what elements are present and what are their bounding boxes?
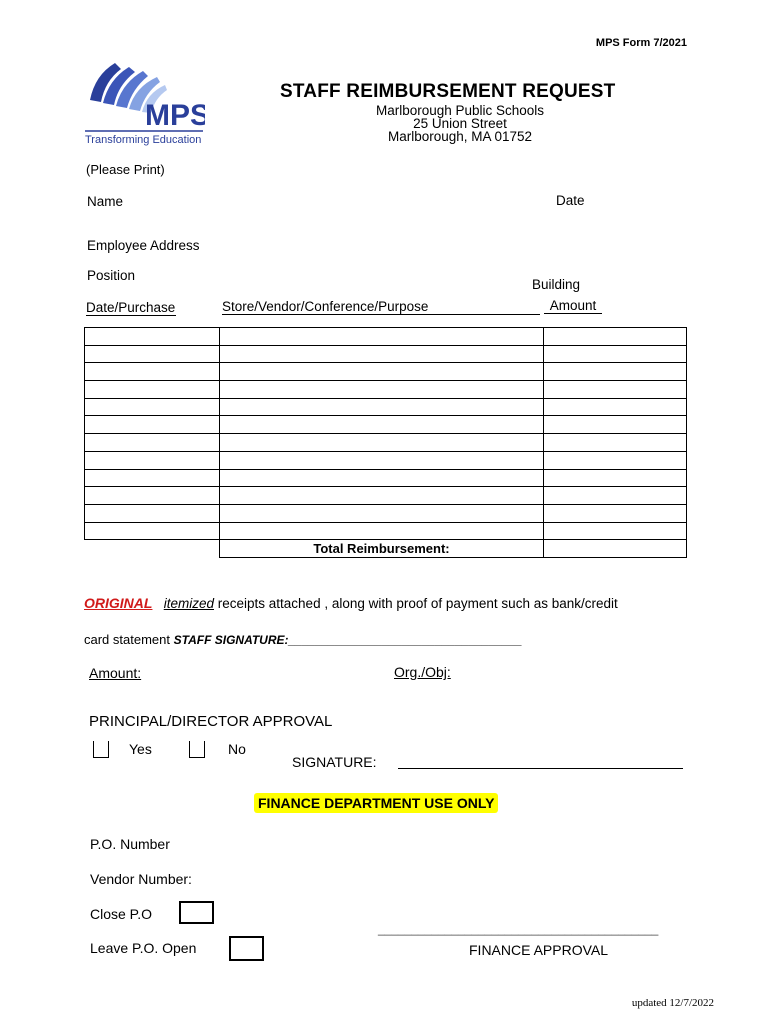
staff-signature-field[interactable]: STAFF SIGNATURE:___________________________________ — [173, 633, 523, 647]
table-row — [85, 345, 687, 363]
vendor-cell[interactable] — [220, 398, 544, 416]
close-po-box[interactable] — [179, 901, 214, 924]
building-label: Building — [532, 277, 581, 292]
signature-label: SIGNATURE: — [292, 754, 377, 770]
date-cell[interactable] — [85, 469, 220, 487]
vendor-cell[interactable] — [220, 487, 544, 505]
org-name: Marlborough Public Schools — [375, 103, 545, 118]
receipts-text: receipts attached , along with proof of payment such as bank/credit — [217, 596, 618, 611]
leave-po-open-label: Leave P.O. Open — [90, 940, 197, 956]
org-obj-text: Org./Obj: — [394, 664, 451, 680]
signature-line[interactable] — [398, 768, 683, 769]
amount-cell[interactable] — [544, 504, 687, 522]
date-cell[interactable] — [85, 416, 220, 434]
org-city: Marlborough, MA 01752 — [387, 129, 533, 144]
table-row — [85, 522, 687, 540]
amount-cell[interactable] — [544, 398, 687, 416]
form-number: MPS Form 7/2021 — [595, 37, 687, 49]
table-row — [85, 504, 687, 522]
date-cell[interactable] — [85, 345, 220, 363]
mps-logo — [85, 55, 205, 147]
amount-cell[interactable] — [544, 522, 687, 540]
close-po-label: Close P.O — [90, 906, 152, 922]
table-row — [85, 363, 687, 381]
table-row — [85, 381, 687, 399]
date-cell[interactable] — [85, 398, 220, 416]
form-title: STAFF REIMBURSEMENT REQUEST — [280, 81, 616, 102]
col-header-vendor: Store/Vendor/Conference/Purpose — [222, 299, 540, 315]
vendor-cell[interactable] — [220, 504, 544, 522]
logo-text: MPS — [145, 99, 205, 132]
date-cell[interactable] — [85, 504, 220, 522]
approval-title: PRINCIPAL/DIRECTOR APPROVAL — [89, 713, 333, 730]
vendor-cell[interactable] — [220, 345, 544, 363]
table-row — [85, 469, 687, 487]
total-label: Total Reimbursement: — [220, 540, 544, 558]
updated-date: updated 12/7/2022 — [631, 997, 714, 1009]
itemized-emphasis: itemized — [163, 596, 214, 611]
please-print-note: (Please Print) — [86, 162, 165, 177]
table-row — [85, 416, 687, 434]
amount-label: Amount: — [89, 665, 142, 681]
table-row — [85, 487, 687, 505]
amount-cell[interactable] — [544, 328, 687, 346]
total-amount-cell[interactable] — [544, 540, 687, 558]
total-blank — [85, 540, 220, 558]
amount-cell[interactable] — [544, 434, 687, 452]
no-checkbox[interactable] — [189, 741, 205, 758]
po-number-label: P.O. Number — [90, 836, 170, 852]
date-cell[interactable] — [85, 381, 220, 399]
col-header-date: Date/Purchase — [86, 300, 176, 315]
yes-checkbox[interactable] — [93, 741, 109, 758]
total-row — [85, 540, 687, 558]
amount-cell[interactable] — [544, 487, 687, 505]
org-street: 25 Union Street — [413, 116, 507, 131]
name-label: Name — [87, 194, 124, 209]
vendor-number-label: Vendor Number: — [90, 871, 192, 887]
vendor-cell[interactable] — [220, 469, 544, 487]
date-cell[interactable] — [85, 434, 220, 452]
date-cell[interactable] — [85, 522, 220, 540]
vendor-cell[interactable] — [220, 434, 544, 452]
date-cell[interactable] — [85, 363, 220, 381]
finance-approval-line[interactable]: __________________________________________ — [378, 922, 659, 936]
yes-label: Yes — [129, 741, 152, 757]
table-row — [85, 434, 687, 452]
org-obj-label — [394, 664, 451, 680]
vendor-cell[interactable] — [220, 522, 544, 540]
card-statement-line — [84, 632, 522, 647]
card-statement-text: card statement — [84, 632, 170, 647]
vendor-cell[interactable] — [220, 451, 544, 469]
table-row — [85, 398, 687, 416]
original-emphasis: ORIGINAL — [84, 595, 153, 611]
mps-logo-graphic — [85, 55, 205, 147]
logo-tagline: Transforming Education — [85, 134, 202, 146]
date-cell[interactable] — [85, 487, 220, 505]
table-row — [85, 328, 687, 346]
date-cell[interactable] — [85, 451, 220, 469]
vendor-cell[interactable] — [220, 363, 544, 381]
table-row — [85, 451, 687, 469]
employee-address-label: Employee Address — [87, 238, 200, 253]
reimbursement-table — [84, 327, 687, 558]
leave-po-open-box[interactable] — [229, 936, 264, 961]
amount-cell[interactable] — [544, 469, 687, 487]
finance-approval-label: FINANCE APPROVAL — [469, 942, 609, 958]
col-header-amount: Amount — [544, 298, 602, 314]
amount-cell[interactable] — [544, 416, 687, 434]
vendor-cell[interactable] — [220, 328, 544, 346]
finance-banner: FINANCE DEPARTMENT USE ONLY — [254, 793, 498, 813]
date-cell[interactable] — [85, 328, 220, 346]
amount-cell[interactable] — [544, 345, 687, 363]
no-label: No — [228, 741, 246, 757]
amount-cell[interactable] — [544, 381, 687, 399]
amount-cell[interactable] — [544, 363, 687, 381]
position-label: Position — [87, 268, 136, 283]
receipts-statement — [84, 595, 618, 611]
vendor-cell[interactable] — [220, 416, 544, 434]
date-label: Date — [556, 193, 585, 208]
amount-cell[interactable] — [544, 451, 687, 469]
vendor-cell[interactable] — [220, 381, 544, 399]
